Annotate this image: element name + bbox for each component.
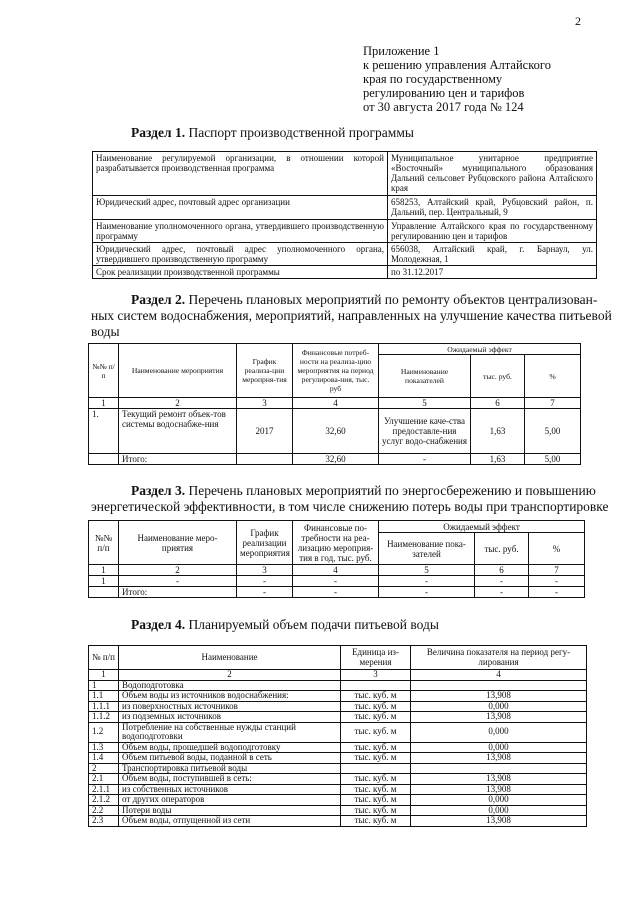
- section1-label: Раздел 1.: [131, 125, 186, 140]
- table-cell: Юридический адрес, почтовый адрес организации: [93, 196, 388, 220]
- col-header-percent: %: [525, 355, 581, 398]
- table-cell: [411, 680, 587, 691]
- col-header-name: Наименование мероприятия: [119, 344, 237, 398]
- table-cell: 1.1.1: [89, 701, 119, 712]
- col-header-thousand: тыс. руб.: [471, 355, 525, 398]
- water-supply-rows: [89, 680, 587, 826]
- col-number: 5: [379, 398, 471, 409]
- col-header-schedule: График реализации мероприятия: [237, 521, 293, 565]
- table-cell: -: [475, 587, 529, 598]
- col-number: 4: [411, 670, 587, 681]
- col-header-indicator: Наименование пока-зателей: [379, 533, 475, 565]
- table-cell: -: [529, 576, 585, 587]
- col-header-num: № п/п: [89, 646, 119, 670]
- table-cell: из поверхностных источников: [119, 701, 341, 712]
- table-cell: тыс. куб. м: [341, 795, 411, 806]
- table-cell: 32,60: [293, 454, 379, 465]
- section3-title-line: Перечень плановых мероприятий по энергосбережению и повышению: [185, 483, 596, 498]
- table-cell: [341, 680, 411, 691]
- appendix-line: к решению управления Алтайского: [363, 58, 551, 72]
- table-header-row: [89, 646, 587, 670]
- table-cell: -: [293, 587, 379, 598]
- column-numbers-row: [89, 398, 581, 409]
- col-number: 3: [341, 670, 411, 681]
- section4-label: Раздел 4.: [131, 617, 186, 632]
- table-row: [93, 266, 597, 279]
- table-cell: от других операторов: [119, 795, 341, 806]
- col-number: 6: [475, 565, 529, 576]
- table-cell: Улучшение каче-ства предоставле-ния услуг водо-снабжения: [379, 409, 471, 454]
- table-cell: -: [529, 587, 585, 598]
- table-cell: 2017: [237, 409, 293, 454]
- table-cell: 656038, Алтайский край, г. Барнаул, ул. Молодежная, 1: [388, 243, 597, 266]
- total-label: Итого:: [119, 587, 237, 598]
- table-cell: 0,000: [411, 722, 587, 742]
- table-cell: -: [475, 576, 529, 587]
- table-cell: [89, 454, 119, 465]
- table-row: [89, 409, 581, 454]
- table-cell: Потери воды: [119, 805, 341, 816]
- table-row: [89, 680, 587, 691]
- table-row: [93, 152, 597, 196]
- table-cell: 32,60: [293, 409, 379, 454]
- table-row: [89, 774, 587, 785]
- appendix-line: регулированию цен и тарифов: [363, 86, 525, 100]
- col-header-indicator: Наименование показателей: [379, 355, 471, 398]
- section3-title: [91, 483, 609, 515]
- table-cell: [89, 587, 119, 598]
- table-cell: Потребление на собственные нужды станций водоподготовки: [119, 722, 341, 742]
- section2-title: [91, 292, 612, 340]
- table-cell: -: [237, 587, 293, 598]
- table-cell: Объем воды, прошедшей водоподготовку: [119, 742, 341, 753]
- col-number: 4: [293, 565, 379, 576]
- table-cell: 5,00: [525, 409, 581, 454]
- table-row: [89, 816, 587, 827]
- table-cell: [341, 763, 411, 774]
- table-cell: 1.2: [89, 722, 119, 742]
- table-cell: Управление Алтайского края по государственному регулированию цен и тарифов: [388, 220, 597, 243]
- table-cell: 0,000: [411, 795, 587, 806]
- table-cell: 13,908: [411, 691, 587, 702]
- section4-title: [131, 617, 439, 633]
- table-cell: -: [293, 576, 379, 587]
- column-numbers-row: [89, 565, 585, 576]
- col-number: 1: [89, 670, 119, 681]
- passport-table: [92, 151, 597, 279]
- col-header-name: Наименование меро-приятия: [119, 521, 237, 565]
- table-cell: тыс. куб. м: [341, 712, 411, 723]
- col-header-unit: Единица из-мерения: [341, 646, 411, 670]
- water-supply-table: [88, 645, 587, 827]
- table-total-row: [89, 587, 585, 598]
- table-cell: 13,908: [411, 753, 587, 764]
- col-header-effect: Ожидаемый эффект: [379, 521, 585, 533]
- table-row: [93, 243, 597, 266]
- table-cell: Юридический адрес, почтовый адрес уполномоченного органа, утвердившего производственную программу: [93, 243, 388, 266]
- col-number: 2: [119, 670, 341, 681]
- section2-title-line: Перечень плановых мероприятий по ремонту объектов централизован-: [185, 292, 598, 307]
- table-cell: [411, 763, 587, 774]
- table-cell: 13,908: [411, 816, 587, 827]
- repair-measures-table: [88, 343, 581, 465]
- col-header-value: Величина показателя на период регу-лирования: [411, 646, 587, 670]
- table-cell: 2.1: [89, 774, 119, 785]
- appendix-line: от 30 августа 2017 года № 124: [363, 100, 524, 114]
- table-cell: -: [237, 576, 293, 587]
- table-cell: 5,00: [525, 454, 581, 465]
- table-cell: тыс. куб. м: [341, 722, 411, 742]
- col-header-num: №№ п/п: [89, 344, 119, 398]
- table-cell: по 31.12.2017: [388, 266, 597, 279]
- section3-title-line: энергетической эффективности, в том числе снижению потерь воды при транспортировке: [91, 499, 609, 514]
- section4-title-text: Планируемый объем подачи питьевой воды: [185, 617, 439, 632]
- appendix-header: [363, 44, 613, 114]
- table-header-row: [89, 521, 585, 533]
- table-cell: 2: [89, 763, 119, 774]
- table-cell: -: [379, 576, 475, 587]
- table-cell: -: [379, 454, 471, 465]
- col-number: 3: [237, 398, 293, 409]
- table-cell: тыс. куб. м: [341, 701, 411, 712]
- table-cell: тыс. куб. м: [341, 742, 411, 753]
- col-header-effect: Ожидаемый эффект: [379, 344, 581, 355]
- table-cell: 1.3: [89, 742, 119, 753]
- col-number: 1: [89, 565, 119, 576]
- section1-title: [131, 125, 414, 141]
- table-cell: 1.1: [89, 691, 119, 702]
- table-cell: тыс. куб. м: [341, 753, 411, 764]
- table-cell: 1.1.2: [89, 712, 119, 723]
- section3-label: Раздел 3.: [131, 483, 186, 498]
- table-cell: 658253, Алтайский край, Рубцовский район, п. Дальний, пер. Центральный, 9: [388, 196, 597, 220]
- table-row: [89, 742, 587, 753]
- table-cell: 0,000: [411, 701, 587, 712]
- col-header-percent: %: [529, 533, 585, 565]
- table-row: [89, 784, 587, 795]
- appendix-line: Приложение 1: [363, 44, 440, 58]
- table-cell: 1: [89, 576, 119, 587]
- section2-title-line: воды: [91, 324, 120, 339]
- table-cell: 13,908: [411, 712, 587, 723]
- table-cell: Наименование регулируемой организации, в отношении которой разрабатывается производственная программа: [93, 152, 388, 196]
- table-cell: 2.1.1: [89, 784, 119, 795]
- section1-title-text: Паспорт производственной программы: [185, 125, 414, 140]
- table-cell: -: [119, 576, 237, 587]
- table-cell: 2.1.2: [89, 795, 119, 806]
- col-number: 6: [471, 398, 525, 409]
- section2-title-line: ных систем водоснабжения, мероприятий, направленных на улучшение качества питьевой: [91, 308, 612, 323]
- col-number: 7: [525, 398, 581, 409]
- section2-label: Раздел 2.: [131, 292, 186, 307]
- appendix-line: края по государственному: [363, 72, 503, 86]
- col-number: 5: [379, 565, 475, 576]
- table-row: [89, 763, 587, 774]
- col-number: 4: [293, 398, 379, 409]
- col-number: 3: [237, 565, 293, 576]
- table-cell: Объем воды из источников водоснабжения:: [119, 691, 341, 702]
- col-number: 7: [529, 565, 585, 576]
- table-row: [89, 753, 587, 764]
- table-cell: [237, 454, 293, 465]
- table-row: [89, 691, 587, 702]
- table-header-row: [89, 344, 581, 355]
- col-number: 2: [119, 565, 237, 576]
- table-cell: 13,908: [411, 784, 587, 795]
- col-number: 1: [89, 398, 119, 409]
- column-numbers-row: [89, 670, 587, 681]
- table-cell: Муниципальное унитарное предприятие «Восточный» муниципального образования Дальний сельсовет Рубцовского района Алтайского края: [388, 152, 597, 196]
- table-cell: Объем питьевой воды, поданной в сеть: [119, 753, 341, 764]
- table-cell: 1,63: [471, 454, 525, 465]
- table-row: [89, 576, 585, 587]
- table-row: [89, 805, 587, 816]
- table-cell: 1,63: [471, 409, 525, 454]
- table-cell: тыс. куб. м: [341, 805, 411, 816]
- energy-saving-table: [88, 520, 585, 598]
- table-cell: 13,908: [411, 774, 587, 785]
- col-header-finance: Финансовые потреб-ности на реализа-цию мероприятия на период регулирова-ния, тыс. руб: [293, 344, 379, 398]
- table-cell: 1.: [89, 409, 119, 454]
- col-header-schedule: График реализа-ции меропрня-тия: [237, 344, 293, 398]
- table-cell: 1: [89, 680, 119, 691]
- table-cell: 0,000: [411, 805, 587, 816]
- table-cell: -: [379, 587, 475, 598]
- table-cell: Объем воды, отпущенной из сети: [119, 816, 341, 827]
- table-cell: Транспортировка питьевой воды: [119, 763, 341, 774]
- table-row: [93, 196, 597, 220]
- col-header-num: №№ п/п: [89, 521, 119, 565]
- table-cell: тыс. куб. м: [341, 774, 411, 785]
- page-number: 2: [575, 14, 581, 28]
- total-label: Итого:: [119, 454, 237, 465]
- table-row: [89, 795, 587, 806]
- table-cell: тыс. куб. м: [341, 816, 411, 827]
- table-cell: Текущий ремонт объек-тов системы водоснабже-ния: [119, 409, 237, 454]
- table-cell: Наименование уполномоченного органа, утвердившего производственную программу: [93, 220, 388, 243]
- table-cell: из подземных источников: [119, 712, 341, 723]
- table-row: [89, 701, 587, 712]
- table-cell: 1.4: [89, 753, 119, 764]
- col-header-thousand: тыс. руб.: [475, 533, 529, 565]
- table-total-row: [89, 454, 581, 465]
- table-row: [89, 712, 587, 723]
- table-cell: Срок реализации производственной программы: [93, 266, 388, 279]
- col-header-finance: Финансовые по-требности на реа-лизацию мероприя-тия в год, тыс. руб.: [293, 521, 379, 565]
- table-cell: из собственных источников: [119, 784, 341, 795]
- table-cell: 0,000: [411, 742, 587, 753]
- col-number: 2: [119, 398, 237, 409]
- col-header-name: Наименование: [119, 646, 341, 670]
- table-cell: 2.2: [89, 805, 119, 816]
- table-cell: тыс. куб. м: [341, 691, 411, 702]
- table-cell: Объем воды, поступившей в сеть:: [119, 774, 341, 785]
- table-row: [89, 722, 587, 742]
- table-row: [93, 220, 597, 243]
- table-cell: 2.3: [89, 816, 119, 827]
- table-cell: Водоподготовка: [119, 680, 341, 691]
- table-cell: тыс. куб. м: [341, 784, 411, 795]
